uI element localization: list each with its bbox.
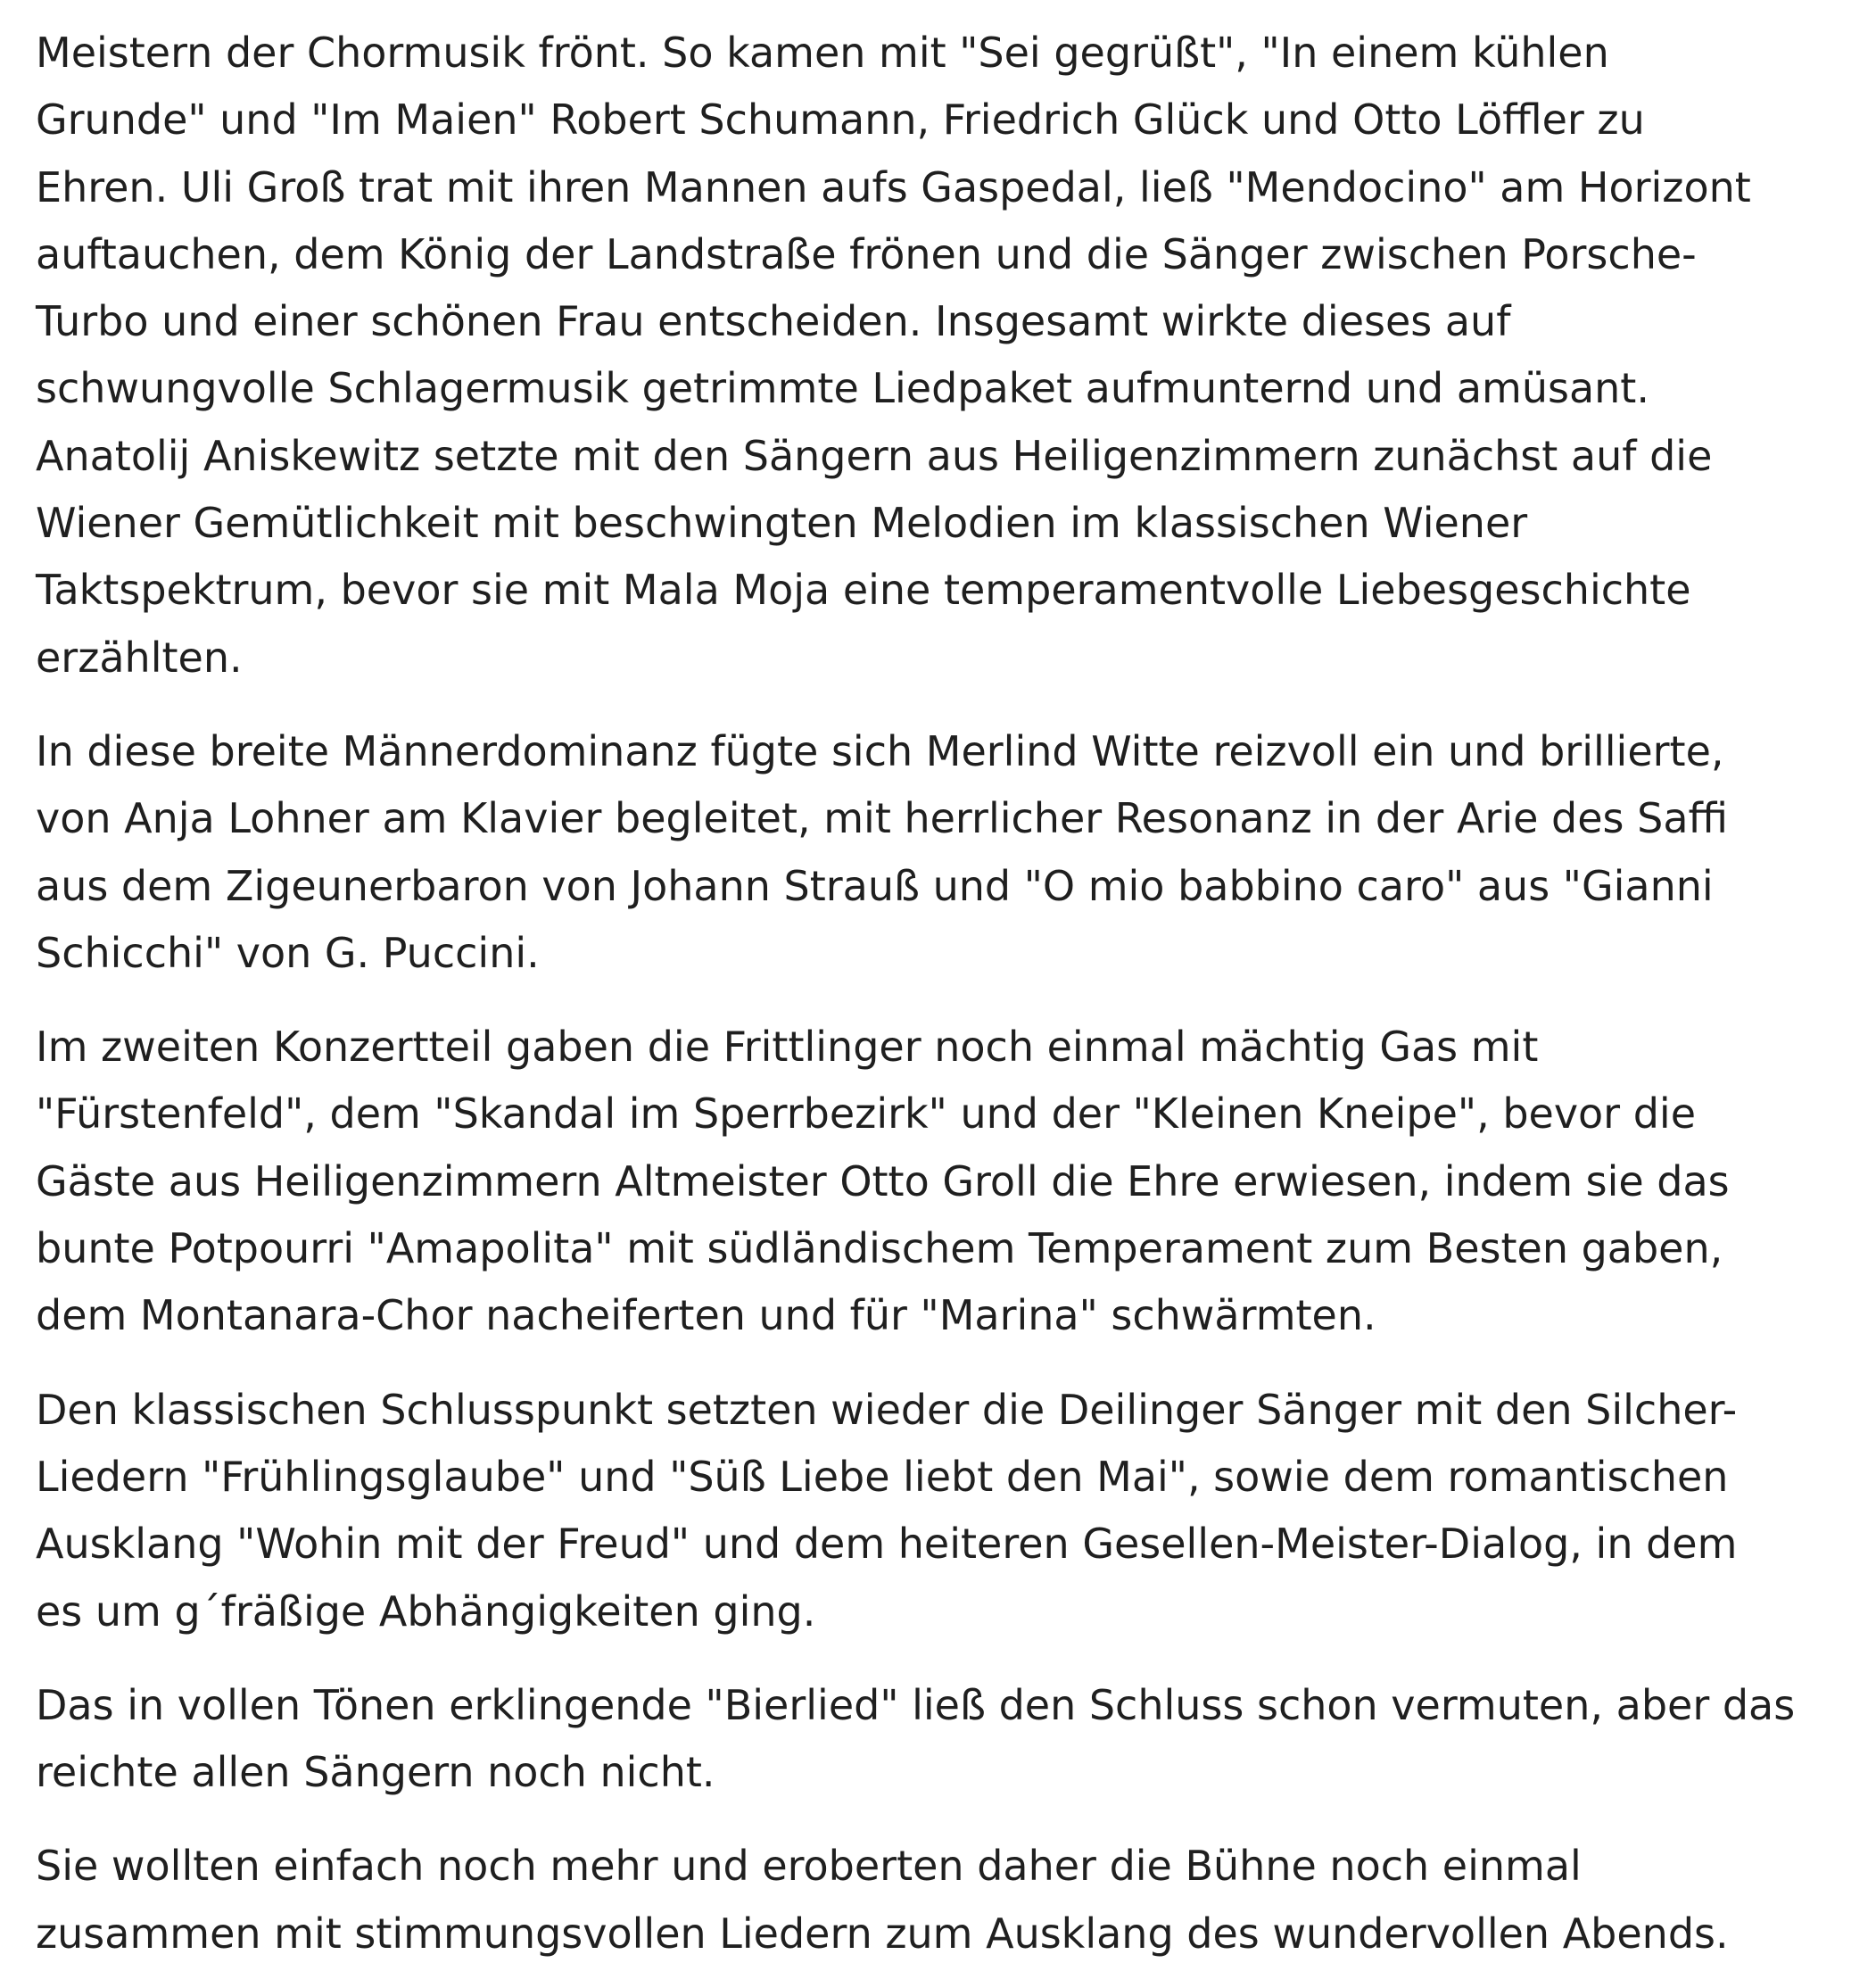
paragraph-chor-program: Meistern der Chormusik frönt. So kamen mit "Sei gegrüßt", "In einem kühlen Grunde" und "Im Maien" Robert Schumann, Friedrich Glück und Otto Löffler zu Ehren. Uli Groß trat mit ihren Mannen aufs Gaspedal, ließ "Mendocino" am Horizont auftauchen, dem König der Landstraße frönen und die Sänger zwischen Porsche- Turbo und einer schönen Frau entscheiden. Insgesamt wirkte dieses auf schwungvolle Schlagermusik getrimmte Liedpaket aufmunternd und amüsant. Anatolij Aniskewitz setzte mit den Sängern aus Heiligenzimmern zunächst auf die Wiener Gemütlichkeit mit beschwingten Melodien im klassischen Wiener Taktspektrum, bevor sie mit Mala Moja eine temperamentvolle Liebesgeschichte erzählten. — [36, 29, 1751, 682]
paragraph-bierlied: Das in vollen Tönen erklingende "Bierlied" ließ den Schluss schon vermuten, aber das reichte allen Sängern noch nicht. — [36, 1680, 1796, 1797]
paragraph-classical-finale: Den klassischen Schlusspunkt setzten wieder die Deilinger Sänger mit den Silcher- Liedern "Frühlingsglaube" und "Süß Liebe liebt den Mai", sowie dem romantischen Ausklang "Wohin mit der Freud" und dem heiteren Gesellen-Meister-Dialog, in dem es um g´fräßige Abhängigkeiten ging. — [36, 1385, 1738, 1636]
paragraph-second-concert-part: Im zweiten Konzertteil gaben die Frittlinger noch einmal mächtig Gas mit "Fürstenfeld", dem "Skandal im Sperrbezirk" und der "Kleinen Kneipe", bevor die Gäste aus Heiligenzimmern Altmeister Otto Groll die Ehre erwiesen, indem sie das bunte Potpourri "Amapolita" mit südländischem Temperament zum Besten gaben, dem Montanara-Chor nacheiferten und für "Marina" schwärmten. — [36, 1023, 1730, 1340]
article-body — [36, 20, 1864, 1967]
paragraph-merlind-witte: In diese breite Männerdominanz fügte sich Merlind Witte reizvoll ein und brillierte, von Anja Lohner am Klavier begleitet, mit herrlicher Resonanz in der Arie des Saffi aus dem Zigeunerbaron von Johann Strauß und "O mio babbino caro" aus "Gianni Schicchi" von G. Puccini. — [36, 726, 1728, 977]
paragraph-encore: Sie wollten einfach noch mehr und eroberten daher die Bühne noch einmal zusammen mit stimmungsvollen Liedern zum Ausklang des wundervollen Abends. — [36, 1842, 1729, 1958]
